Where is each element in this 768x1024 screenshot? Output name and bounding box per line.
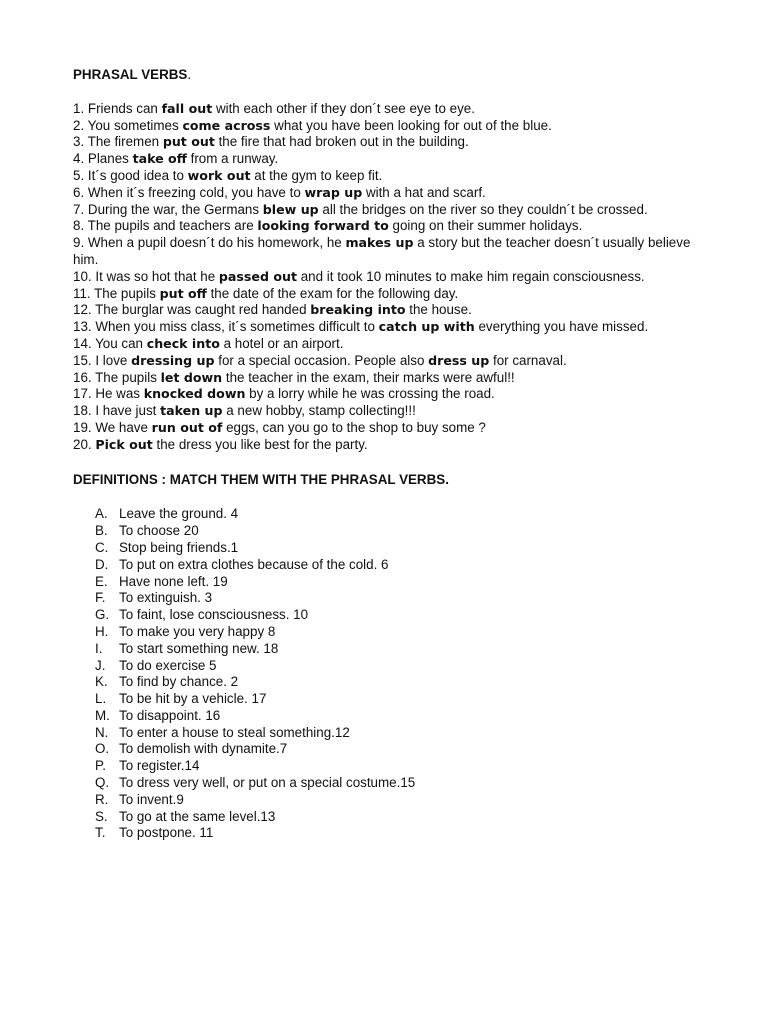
sentence-text: You sometimes xyxy=(84,117,183,133)
sentence-item xyxy=(73,437,693,454)
definition-item xyxy=(95,590,693,607)
definition-item xyxy=(95,607,693,624)
definition-item xyxy=(95,691,693,708)
sentence-text: with each other if they don´t see eye to eye. xyxy=(212,100,475,116)
sentence-text: The pupils xyxy=(91,369,161,385)
definition-text: To dress very well, or put on a special costume.15 xyxy=(119,775,416,791)
sentence-number: 3. xyxy=(73,134,85,150)
definition-text: To choose 20 xyxy=(119,523,199,539)
phrasal-verb: wrap up xyxy=(304,184,363,200)
sentence-text: going on their summer holidays. xyxy=(388,218,583,234)
sentence-item xyxy=(73,319,693,336)
sentence-text: the dress you like best for the party. xyxy=(152,436,368,452)
definition-letter: I. xyxy=(95,640,103,656)
sentence-text: the date of the exam for the following day. xyxy=(206,285,459,301)
sentence-item xyxy=(73,370,693,387)
sentence-item xyxy=(73,101,693,118)
sentence-text: the fire that had broken out in the building. xyxy=(214,134,469,150)
sentence-item xyxy=(73,168,693,185)
definition-item xyxy=(95,540,693,557)
phrasal-verb: run out of xyxy=(151,419,223,435)
sentence-number: 20. xyxy=(73,436,92,452)
definition-text: To postpone. 11 xyxy=(119,825,214,841)
definition-list xyxy=(73,506,693,842)
document-page xyxy=(73,67,693,842)
title-period: . xyxy=(187,67,192,82)
definition-letter: Q. xyxy=(95,775,110,791)
phrasal-verb: put off xyxy=(159,285,207,301)
sentence-number: 5. xyxy=(73,167,85,183)
definition-item xyxy=(95,506,693,523)
definition-letter: P. xyxy=(95,758,106,774)
definition-text: To faint, lose consciousness. 10 xyxy=(119,607,309,623)
sentence-number: 14. xyxy=(73,335,92,351)
definition-text: To extinguish. 3 xyxy=(119,590,213,606)
sentence-text: with a hat and scarf. xyxy=(362,184,486,200)
sentence-text: It was so hot that he xyxy=(91,268,219,284)
sentence-text: The firemen xyxy=(84,134,163,150)
definition-letter: J. xyxy=(95,657,106,673)
definition-item xyxy=(95,825,693,842)
sentence-number: 10. xyxy=(73,268,92,284)
phrasal-verb: work out xyxy=(187,167,251,183)
sentence-number: 4. xyxy=(73,151,85,167)
sentence-text: When it´s freezing cold, you have to xyxy=(84,184,305,200)
definition-letter: D. xyxy=(95,556,109,572)
definition-text: To make you very happy 8 xyxy=(119,623,276,639)
sentence-number: 18. xyxy=(73,403,92,419)
sentence-item xyxy=(73,151,693,168)
definition-item xyxy=(95,574,693,591)
definition-text: To be hit by a vehicle. 17 xyxy=(119,691,267,707)
sentence-item xyxy=(73,420,693,437)
sentence-number: 19. xyxy=(73,419,92,435)
phrasal-verb: Pick out xyxy=(95,436,153,452)
definition-text: To enter a house to steal something.12 xyxy=(119,724,350,740)
sentence-text: what you have been looking for out of the blue. xyxy=(270,117,552,133)
phrasal-verb: put out xyxy=(162,134,215,150)
sentence-number: 13. xyxy=(73,319,92,335)
sentence-text: for a special occasion. People also xyxy=(214,352,429,368)
sentence-item xyxy=(73,269,693,286)
definition-letter: L. xyxy=(95,691,107,707)
sentence-text: at the gym to keep fit. xyxy=(250,167,383,183)
sentence-item xyxy=(73,302,693,319)
sentence-item xyxy=(73,286,693,303)
definition-letter: E. xyxy=(95,573,108,589)
phrasal-verb: looking forward to xyxy=(257,218,389,234)
definition-item xyxy=(95,674,693,691)
definition-item xyxy=(95,557,693,574)
definition-text: To register.14 xyxy=(119,758,200,774)
sentence-text: You can xyxy=(91,335,147,351)
definition-item xyxy=(95,624,693,641)
sentence-text: The burglar was caught red handed xyxy=(91,302,311,318)
definition-text: To find by chance. 2 xyxy=(119,674,239,690)
definition-text: Stop being friends.1 xyxy=(119,539,239,555)
sentence-number: 7. xyxy=(73,201,85,217)
sentence-text: We have xyxy=(91,419,152,435)
sentence-text: a new hobby, stamp collecting!!! xyxy=(222,403,416,419)
sentence-text: by a lorry while he was crossing the road. xyxy=(245,386,495,402)
title-text: PHRASAL VERBS xyxy=(73,67,188,82)
definition-item xyxy=(95,809,693,826)
sentence-number: 15. xyxy=(73,352,92,368)
definition-letter: C. xyxy=(95,539,109,555)
definition-text: To do exercise 5 xyxy=(119,657,217,673)
sentence-item xyxy=(73,386,693,403)
sentence-text: a story but the teacher doesn´t usually believe him. xyxy=(73,235,691,267)
phrasal-verb: take off xyxy=(132,151,187,167)
definition-letter: S. xyxy=(95,808,108,824)
sentence-text: Friends can xyxy=(84,100,162,116)
definition-text: To go at the same level.13 xyxy=(119,808,276,824)
sentence-number: 1. xyxy=(73,100,85,116)
definition-letter: N. xyxy=(95,724,109,740)
sentence-text: The pupils and teachers are xyxy=(84,218,258,234)
phrasal-verb: passed out xyxy=(218,268,298,284)
sentence-number: 9. xyxy=(73,235,85,251)
phrasal-verb: come across xyxy=(182,117,271,133)
definition-text: To start something new. 18 xyxy=(119,640,279,656)
definition-letter: M. xyxy=(95,707,110,723)
phrasal-verb: dress up xyxy=(428,352,490,368)
phrasal-verb: makes up xyxy=(345,235,414,251)
sentence-text: eggs, can you go to the shop to buy some ? xyxy=(222,419,486,435)
sentence-item xyxy=(73,118,693,135)
sentence-number: 11. xyxy=(73,285,91,301)
definition-item xyxy=(95,741,693,758)
sentence-text: from a runway. xyxy=(186,151,279,167)
sentence-text: Planes xyxy=(84,151,133,167)
sentence-item xyxy=(73,235,693,269)
sentence-text: The pupils xyxy=(90,285,160,301)
definition-text: Have none left. 19 xyxy=(119,573,228,589)
definition-letter: G. xyxy=(95,607,110,623)
sentence-list xyxy=(73,101,693,454)
definition-letter: F. xyxy=(95,590,106,606)
definition-item xyxy=(95,775,693,792)
definition-item xyxy=(95,758,693,775)
definition-text: To invent.9 xyxy=(119,791,184,807)
phrasal-verb: check into xyxy=(146,335,220,351)
sentence-number: 16. xyxy=(73,369,92,385)
page-title xyxy=(73,67,693,84)
sentence-text: When you miss class, it´s sometimes difficult to xyxy=(91,319,379,335)
phrasal-verb: knocked down xyxy=(143,386,246,402)
sentence-item xyxy=(73,185,693,202)
sentence-item xyxy=(73,134,693,151)
sentence-text: I love xyxy=(91,352,132,368)
sentence-text: During the war, the Germans xyxy=(84,201,263,217)
sentence-text: and it took 10 minutes to make him regain consciousness. xyxy=(297,268,645,284)
sentence-number: 8. xyxy=(73,218,85,234)
sentence-text: He was xyxy=(91,386,144,402)
definition-letter: K. xyxy=(95,674,108,690)
sentence-item xyxy=(73,336,693,353)
phrasal-verb: catch up with xyxy=(378,319,475,335)
sentence-text: for carnaval. xyxy=(489,352,567,368)
sentence-number: 6. xyxy=(73,184,85,200)
sentence-text: the house. xyxy=(405,302,472,318)
definition-text: To disappoint. 16 xyxy=(119,707,221,723)
sentence-text: When a pupil doesn´t do his homework, he xyxy=(84,235,346,251)
definition-item xyxy=(95,523,693,540)
definition-item xyxy=(95,792,693,809)
phrasal-verb: fall out xyxy=(161,100,213,116)
definition-letter: A. xyxy=(95,506,108,522)
phrasal-verb: let down xyxy=(160,369,223,385)
definition-letter: B. xyxy=(95,523,108,539)
sentence-number: 12. xyxy=(73,302,92,318)
definition-text: To demolish with dynamite.7 xyxy=(119,741,288,757)
sentence-text: all the bridges on the river so they couldn´t be crossed. xyxy=(318,201,648,217)
sentence-number: 17. xyxy=(73,386,92,402)
sentence-item xyxy=(73,353,693,370)
sentence-text: I have just xyxy=(91,403,161,419)
definition-item xyxy=(95,725,693,742)
phrasal-verb: breaking into xyxy=(310,302,406,318)
sentence-item xyxy=(73,403,693,420)
definition-text: Leave the ground. 4 xyxy=(119,506,239,522)
sentence-text: a hotel or an airport. xyxy=(219,335,344,351)
phrasal-verb: taken up xyxy=(160,403,223,419)
definition-letter: O. xyxy=(95,741,110,757)
definitions-heading: DEFINITIONS : MATCH THEM WITH THE PHRASAL VERBS. xyxy=(73,471,449,487)
definition-item xyxy=(95,641,693,658)
sentence-text: It´s good idea to xyxy=(84,167,188,183)
sentence-text: the teacher in the exam, their marks were awful!! xyxy=(222,369,515,385)
phrasal-verb: dressing up xyxy=(131,352,215,368)
definition-letter: T. xyxy=(95,825,106,841)
sentence-item xyxy=(73,202,693,219)
sentence-number: 2. xyxy=(73,117,85,133)
definition-item xyxy=(95,708,693,725)
definition-item xyxy=(95,658,693,675)
phrasal-verb: blew up xyxy=(262,201,319,217)
sentence-text: everything you have missed. xyxy=(474,319,649,335)
definition-letter: R. xyxy=(95,791,109,807)
sentence-item xyxy=(73,218,693,235)
definition-text: To put on extra clothes because of the cold. 6 xyxy=(119,556,389,572)
definition-letter: H. xyxy=(95,623,109,639)
